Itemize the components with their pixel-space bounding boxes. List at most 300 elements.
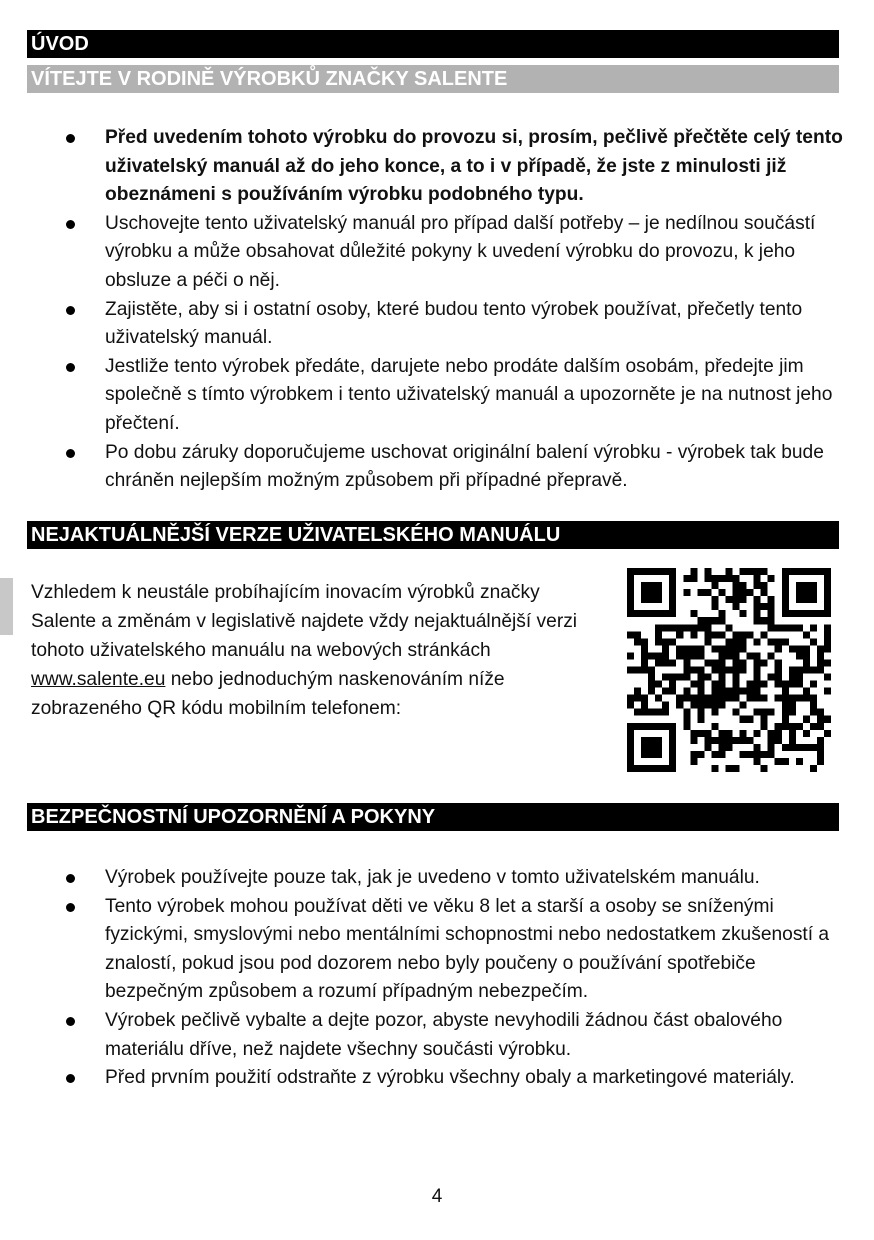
- qr-module: [740, 659, 747, 666]
- qr-module: [641, 659, 648, 666]
- qr-module: [711, 617, 718, 624]
- qr-module: [690, 695, 697, 702]
- qr-module: [824, 659, 831, 666]
- qr-module: [775, 659, 782, 666]
- qr-module: [725, 645, 732, 652]
- qr-module: [683, 723, 690, 730]
- qr-module: [676, 695, 683, 702]
- qr-module: [817, 652, 824, 659]
- qr-module: [648, 652, 655, 659]
- qr-module: [683, 589, 690, 596]
- qr-module: [648, 709, 655, 716]
- qr-module: [718, 575, 725, 582]
- qr-module: [733, 582, 740, 589]
- qr-module: [725, 638, 732, 645]
- qr-module: [627, 702, 634, 709]
- qr-module: [775, 695, 782, 702]
- section-header-safety: BEZPEČNOSTNÍ UPOZORNĚNÍ A POKYNY: [27, 803, 839, 831]
- qr-module: [768, 751, 775, 758]
- qr-code-icon[interactable]: [627, 568, 831, 772]
- qr-module: [754, 666, 761, 673]
- qr-module: [711, 603, 718, 610]
- qr-module: [676, 674, 683, 681]
- qr-module: [803, 659, 810, 666]
- qr-module: [690, 624, 697, 631]
- qr-module: [761, 603, 768, 610]
- qr-module: [704, 702, 711, 709]
- qr-module: [711, 709, 718, 716]
- qr-module: [704, 659, 711, 666]
- list-item-text: Zajistěte, aby si i ostatní osoby, které budou tento výrobek používat, přečetly tento uživatelský manuál.: [105, 298, 803, 349]
- list-item-text: Po dobu záruky doporučujeme uschovat originální balení výrobku - výrobek tak bude chráněn nejlepším možným způsobem při případné přepravě.: [105, 441, 824, 492]
- qr-module: [754, 744, 761, 751]
- qr-module: [733, 596, 740, 603]
- qr-module: [676, 624, 683, 631]
- qr-finder-core: [641, 737, 662, 758]
- qr-module: [810, 744, 817, 751]
- qr-module: [655, 631, 662, 638]
- qr-module: [634, 631, 641, 638]
- list-item-text: Uschovejte tento uživatelský manuál pro případ další potřeby – je nedílnou součástí výrobku a může obsahovat důležité pokyny k uvedení výrobku do provozu, k jeho obsluze a péči o něj.: [105, 212, 816, 291]
- qr-module: [690, 666, 697, 673]
- qr-module: [733, 659, 740, 666]
- bullet-icon: [66, 220, 75, 229]
- qr-module: [697, 666, 704, 673]
- list-item: [62, 296, 852, 353]
- qr-module: [704, 674, 711, 681]
- qr-module: [697, 730, 704, 737]
- qr-module: [690, 730, 697, 737]
- qr-module: [817, 709, 824, 716]
- qr-module: [711, 645, 718, 652]
- qr-module: [782, 702, 789, 709]
- qr-module: [817, 744, 824, 751]
- qr-module: [761, 765, 768, 772]
- page-edge-tab: [0, 578, 13, 635]
- qr-module: [824, 638, 831, 645]
- qr-module: [683, 688, 690, 695]
- qr-module: [711, 695, 718, 702]
- qr-module: [690, 645, 697, 652]
- qr-module: [810, 702, 817, 709]
- qr-module: [648, 681, 655, 688]
- qr-module: [789, 624, 796, 631]
- qr-module: [775, 666, 782, 673]
- list-item: [62, 210, 852, 296]
- qr-module: [761, 582, 768, 589]
- qr-module: [761, 631, 768, 638]
- qr-module: [803, 631, 810, 638]
- qr-module: [754, 610, 761, 617]
- qr-module: [810, 723, 817, 730]
- qr-module: [754, 582, 761, 589]
- qr-module: [754, 652, 761, 659]
- qr-module: [711, 659, 718, 666]
- latest-manual-text-end: nebo jednoduchým naskenováním níže zobrazeného QR kódu mobilním telefonem:: [31, 669, 505, 719]
- qr-module: [704, 730, 711, 737]
- qr-module: [697, 674, 704, 681]
- qr-module: [768, 603, 775, 610]
- qr-module: [634, 695, 641, 702]
- qr-module: [725, 765, 732, 772]
- qr-module: [768, 737, 775, 744]
- qr-module: [810, 666, 817, 673]
- qr-module: [627, 631, 634, 638]
- qr-module: [740, 596, 747, 603]
- qr-module: [775, 681, 782, 688]
- qr-module: [704, 568, 711, 575]
- qr-module: [711, 681, 718, 688]
- list-item-text: Jestliže tento výrobek předáte, darujete nebo prodáte dalším osobám, předejte jim společně s tímto výrobkem i tento uživatelský manuál a upozorněte je na nutnost jeho přečtení.: [105, 355, 833, 434]
- qr-module: [782, 758, 789, 765]
- qr-module: [711, 751, 718, 758]
- qr-module: [669, 638, 676, 645]
- qr-module: [711, 723, 718, 730]
- qr-module: [718, 737, 725, 744]
- qr-module: [754, 674, 761, 681]
- qr-module: [824, 716, 831, 723]
- qr-module: [761, 659, 768, 666]
- qr-module: [740, 716, 747, 723]
- qr-module: [754, 617, 761, 624]
- qr-module: [761, 709, 768, 716]
- qr-module: [662, 674, 669, 681]
- qr-module: [789, 737, 796, 744]
- qr-module: [768, 652, 775, 659]
- qr-module: [662, 652, 669, 659]
- qr-module: [761, 568, 768, 575]
- qr-module: [704, 737, 711, 744]
- section-header-latest-manual: NEJAKTUÁLNĚJŠÍ VERZE UŽIVATELSKÉHO MANUÁLU: [27, 521, 839, 549]
- qr-module: [761, 681, 768, 688]
- qr-module: [817, 645, 824, 652]
- list-item-text: Tento výrobek mohou používat děti ve věku 8 let a starší a osoby se sníženými fyzickými, smyslovými nebo mentálními schopnostmi nebo nedostatkem zkušeností a znalostí, pokud jsou pod dozorem nebo byly poučeny o používání spotřebiče bezpečným způsobem a rozumí případným nebezpečím.: [105, 895, 830, 1003]
- qr-module: [690, 737, 697, 744]
- qr-module: [669, 624, 676, 631]
- qr-module: [690, 610, 697, 617]
- bullet-icon: [66, 363, 75, 372]
- qr-module: [655, 638, 662, 645]
- qr-module: [655, 624, 662, 631]
- qr-module: [754, 709, 761, 716]
- qr-module: [789, 666, 796, 673]
- qr-finder-core: [796, 582, 817, 603]
- qr-module: [725, 652, 732, 659]
- qr-module: [796, 652, 803, 659]
- qr-module: [669, 674, 676, 681]
- qr-module: [740, 645, 747, 652]
- website-link[interactable]: www.salente.eu: [31, 669, 166, 690]
- qr-module: [676, 652, 683, 659]
- qr-module: [768, 596, 775, 603]
- qr-module: [740, 582, 747, 589]
- qr-module: [662, 638, 669, 645]
- qr-module: [796, 723, 803, 730]
- qr-module: [718, 730, 725, 737]
- qr-module: [669, 681, 676, 688]
- qr-module: [803, 730, 810, 737]
- qr-module: [747, 652, 754, 659]
- qr-module: [711, 666, 718, 673]
- qr-module: [725, 730, 732, 737]
- qr-module: [683, 709, 690, 716]
- welcome-bullet-list: [62, 124, 852, 496]
- qr-module: [810, 709, 817, 716]
- qr-module: [683, 659, 690, 666]
- qr-module: [747, 688, 754, 695]
- qr-module: [718, 666, 725, 673]
- qr-module: [803, 695, 810, 702]
- qr-module: [711, 575, 718, 582]
- qr-module: [824, 730, 831, 737]
- qr-module: [683, 674, 690, 681]
- qr-module: [683, 695, 690, 702]
- qr-module: [775, 674, 782, 681]
- qr-module: [697, 645, 704, 652]
- qr-module: [655, 695, 662, 702]
- list-item-text: Před uvedením tohoto výrobku do provozu si, prosím, pečlivě přečtěte celý tento uživatelský manuál až do jeho konce, a to i v případě, že jste z minulosti již obeznámeni s používáním výrobku podobného typu.: [105, 127, 843, 206]
- qr-module: [796, 624, 803, 631]
- qr-module: [789, 730, 796, 737]
- qr-module: [718, 688, 725, 695]
- qr-module: [747, 716, 754, 723]
- qr-module: [740, 631, 747, 638]
- qr-module: [782, 716, 789, 723]
- qr-module: [718, 744, 725, 751]
- qr-module: [690, 568, 697, 575]
- qr-module: [754, 758, 761, 765]
- qr-module: [662, 702, 669, 709]
- qr-module: [796, 758, 803, 765]
- qr-module: [789, 695, 796, 702]
- qr-module: [627, 666, 634, 673]
- qr-module: [725, 575, 732, 582]
- qr-module: [733, 681, 740, 688]
- qr-module: [733, 765, 740, 772]
- qr-module: [740, 589, 747, 596]
- list-item-text: Výrobek pečlivě vybalte a dejte pozor, abyste nevyhodili žádnou část obalového materiálu dříve, než najdete všechny součásti výrobku.: [105, 1009, 783, 1060]
- qr-module: [683, 624, 690, 631]
- qr-module: [704, 624, 711, 631]
- bullet-icon: [66, 874, 75, 883]
- qr-module: [718, 751, 725, 758]
- qr-module: [648, 674, 655, 681]
- qr-module: [782, 723, 789, 730]
- qr-module: [817, 751, 824, 758]
- qr-module: [747, 695, 754, 702]
- qr-module: [690, 652, 697, 659]
- qr-module: [704, 617, 711, 624]
- qr-module: [627, 695, 634, 702]
- qr-module: [718, 659, 725, 666]
- qr-module: [733, 575, 740, 582]
- qr-module: [725, 744, 732, 751]
- qr-module: [754, 688, 761, 695]
- qr-module: [775, 645, 782, 652]
- page-number: 4: [431, 1186, 443, 1207]
- qr-module: [817, 659, 824, 666]
- bullet-icon: [66, 449, 75, 458]
- qr-module: [733, 603, 740, 610]
- qr-module: [747, 631, 754, 638]
- qr-module: [789, 681, 796, 688]
- qr-module: [697, 702, 704, 709]
- qr-module: [725, 596, 732, 603]
- qr-module: [803, 688, 810, 695]
- qr-module: [824, 674, 831, 681]
- qr-module: [747, 751, 754, 758]
- qr-module: [747, 681, 754, 688]
- qr-module: [740, 730, 747, 737]
- qr-module: [761, 695, 768, 702]
- qr-module: [733, 652, 740, 659]
- qr-module: [796, 744, 803, 751]
- qr-module: [704, 575, 711, 582]
- qr-module: [690, 575, 697, 582]
- section-header-intro: ÚVOD: [27, 30, 839, 58]
- qr-module: [690, 681, 697, 688]
- qr-module: [718, 589, 725, 596]
- qr-module: [648, 688, 655, 695]
- qr-module: [627, 652, 634, 659]
- list-item: [62, 893, 852, 1007]
- list-item: [62, 1007, 852, 1064]
- qr-module: [641, 709, 648, 716]
- qr-module: [789, 674, 796, 681]
- qr-module: [803, 666, 810, 673]
- qr-module: [641, 638, 648, 645]
- qr-module: [711, 688, 718, 695]
- qr-module: [768, 575, 775, 582]
- qr-module: [641, 652, 648, 659]
- qr-module: [725, 666, 732, 673]
- qr-module: [796, 645, 803, 652]
- qr-module: [789, 709, 796, 716]
- qr-module: [683, 666, 690, 673]
- bullet-icon: [66, 1017, 75, 1026]
- qr-module: [782, 695, 789, 702]
- list-item: [62, 864, 852, 893]
- qr-module: [747, 737, 754, 744]
- qr-module: [789, 645, 796, 652]
- bullet-icon: [66, 1074, 75, 1083]
- qr-module: [761, 716, 768, 723]
- qr-module: [740, 702, 747, 709]
- qr-module: [662, 659, 669, 666]
- qr-module: [817, 758, 824, 765]
- qr-module: [683, 645, 690, 652]
- qr-module: [697, 688, 704, 695]
- qr-module: [775, 723, 782, 730]
- qr-module: [754, 681, 761, 688]
- qr-module: [782, 638, 789, 645]
- qr-module: [803, 652, 810, 659]
- list-item: [62, 1064, 852, 1093]
- qr-module: [733, 645, 740, 652]
- qr-module: [796, 695, 803, 702]
- qr-module: [810, 624, 817, 631]
- qr-module: [754, 575, 761, 582]
- bullet-icon: [66, 306, 75, 315]
- qr-module: [754, 695, 761, 702]
- qr-module: [782, 688, 789, 695]
- qr-module: [718, 617, 725, 624]
- qr-module: [810, 638, 817, 645]
- qr-module: [754, 596, 761, 603]
- qr-module: [704, 695, 711, 702]
- qr-module: [662, 709, 669, 716]
- qr-module: [740, 666, 747, 673]
- qr-module: [796, 681, 803, 688]
- qr-module: [725, 568, 732, 575]
- qr-module: [634, 688, 641, 695]
- qr-module: [690, 758, 697, 765]
- qr-module: [683, 652, 690, 659]
- qr-module: [718, 702, 725, 709]
- qr-module: [810, 681, 817, 688]
- qr-module: [761, 617, 768, 624]
- qr-module: [704, 631, 711, 638]
- qr-module: [718, 695, 725, 702]
- qr-module: [697, 589, 704, 596]
- qr-module: [740, 610, 747, 617]
- qr-module: [768, 730, 775, 737]
- qr-module: [733, 638, 740, 645]
- qr-module: [768, 610, 775, 617]
- qr-module: [641, 702, 648, 709]
- qr-module: [725, 695, 732, 702]
- qr-module: [711, 737, 718, 744]
- qr-module: [754, 603, 761, 610]
- qr-module: [711, 582, 718, 589]
- qr-module: [754, 568, 761, 575]
- qr-module: [747, 568, 754, 575]
- qr-module: [655, 709, 662, 716]
- qr-module: [711, 631, 718, 638]
- qr-module: [775, 758, 782, 765]
- qr-module: [789, 723, 796, 730]
- qr-module: [683, 716, 690, 723]
- qr-module: [711, 702, 718, 709]
- qr-module: [704, 589, 711, 596]
- qr-module: [740, 568, 747, 575]
- qr-module: [775, 638, 782, 645]
- latest-manual-text: Vzhledem k neustále probíhajícím inovacím výrobků značky Salente a změnám v legislativě najdete vždy nejaktuálnější verzi tohoto uživatelského manuálu na webových stránkách: [31, 582, 578, 661]
- qr-module: [740, 751, 747, 758]
- qr-module: [768, 624, 775, 631]
- qr-module: [662, 645, 669, 652]
- qr-module: [761, 589, 768, 596]
- qr-module: [697, 709, 704, 716]
- qr-module: [690, 702, 697, 709]
- qr-module: [754, 638, 761, 645]
- qr-module: [697, 695, 704, 702]
- qr-module: [641, 666, 648, 673]
- qr-module: [817, 737, 824, 744]
- section-subheader-welcome: VÍTEJTE V RODINĚ VÝROBKŮ ZNAČKY SALENTE: [27, 65, 839, 93]
- qr-module: [796, 674, 803, 681]
- qr-module: [733, 674, 740, 681]
- qr-module: [718, 631, 725, 638]
- list-item: [62, 353, 852, 439]
- qr-module: [725, 624, 732, 631]
- qr-module: [824, 645, 831, 652]
- qr-module: [704, 638, 711, 645]
- qr-module: [648, 666, 655, 673]
- qr-module: [733, 737, 740, 744]
- qr-module: [754, 751, 761, 758]
- qr-module: [733, 709, 740, 716]
